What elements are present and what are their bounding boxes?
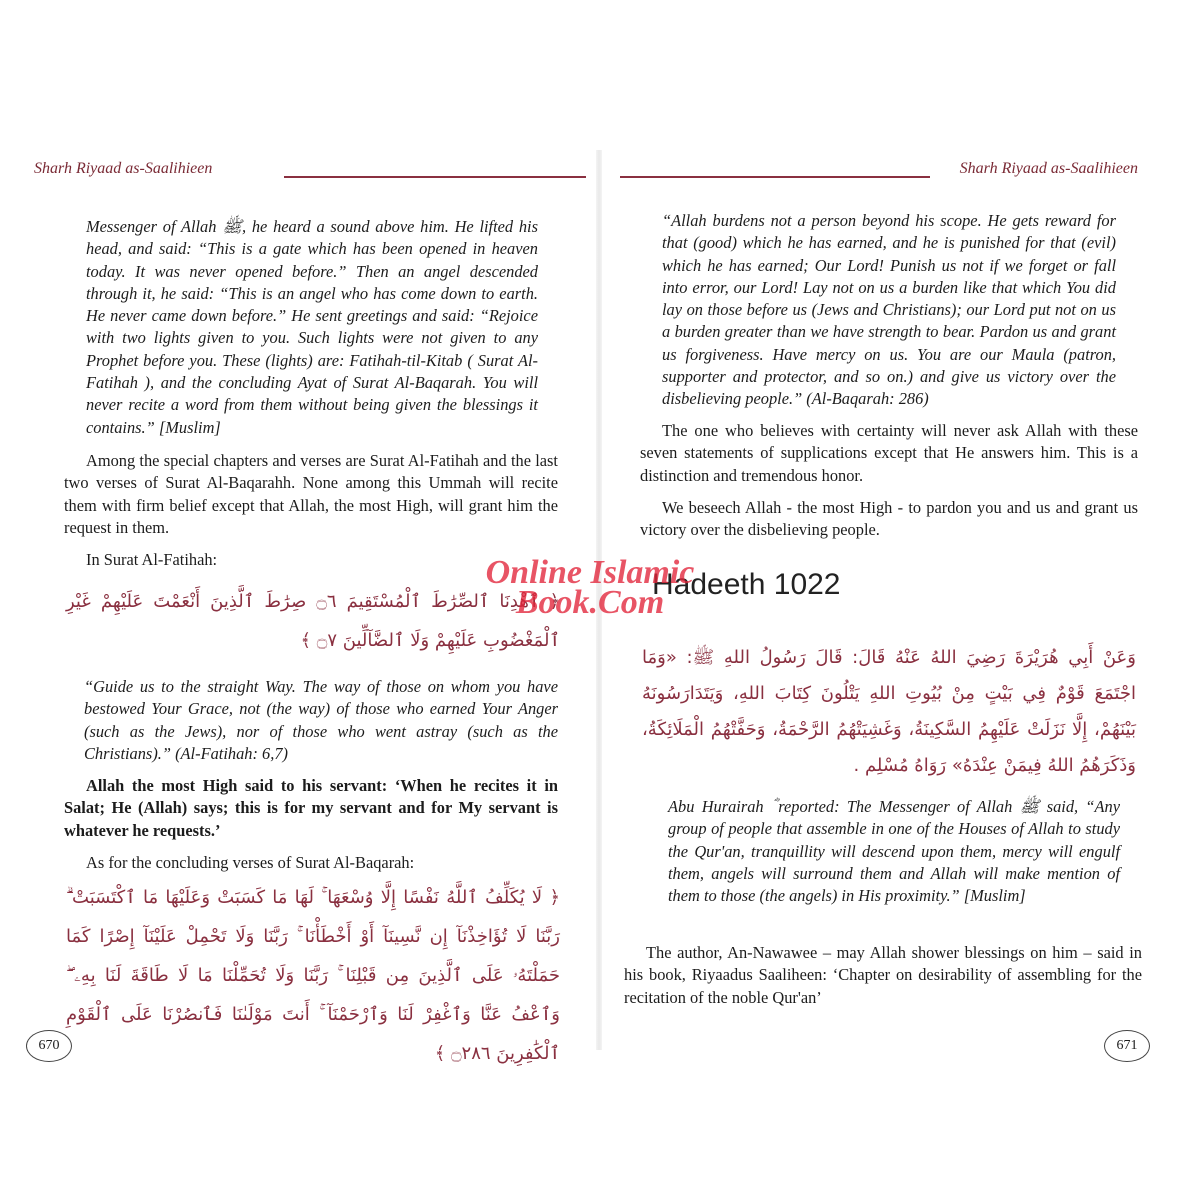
arabic-baqarah: ﴿ لَا يُكَلِّفُ ٱللَّهُ نَفْسًا إِلَّا وُسْعَهَا ۚ لَهَا مَا كَسَبَتْ وَعَلَيْهَا مَا ٱكْتَسَبَتْ ۗ رَبَّنَا لَا تُؤَاخِذْنَآ إِن نَّسِينَآ أَوْ أَخْطَأْنَا ۚ رَبَّنَا وَلَا تَحْمِلْ عَلَيْنَآ إِصْرًا كَمَا حَمَلْتَهُۥ عَلَى ٱلَّذِينَ مِن قَبْلِنَا ۚ رَبَّنَا وَلَا تُحَمِّلْنَا مَا لَا طَاقَةَ لَنَا بِهِۦ ۖ وَٱعْفُ عَنَّا وَٱغْفِرْ لَنَا وَٱرْحَمْنَآ ۚ أَنتَ مَوْلَىٰنَا فَٱنصُرْنَا عَلَى ٱلْقَوْمِ ٱلْكَٰفِرِينَ ۝٢٨٦ ﴾ [66,887,560,1064]
fatihah-translation: “Guide us to the straight Way. The way of those on whom you have bestowed Your Grace, not (the way) of those who earned Your Anger (such as the Jews), nor of those who went astray (such as the Christians).” (Al-Fatihah: 6,7) [84,677,558,763]
right-body-3 [624,942,1142,1019]
baqarah-translation: “Allah burdens not a person beyond his scope. He gets reward for that (good) which he has earned, and he is punished for that (evil) which he has earned; Our Lord! Punish us not if we forget or fall into error, our Lord! Lay not on us a burden like that which You did lay on those before us (Jews and Christians); our Lord put not on us a burden greater than we have strength to bear. Pardon us and grant us forgiveness. Have mercy on us. You are our Maula (patron, supporter and protector, and so on.) and give us victory over the disbelieving people.” (Al-Baqarah: 286) [662,211,1116,409]
page-number-right: 671 [1104,1030,1150,1062]
left-body-2 [64,676,558,884]
watermark-logo: Online Islamic Book.Com [485,554,695,621]
fatihah-intro: In Surat Al-Fatihah: [86,550,218,570]
certainty-paragraph: The one who believes with certainty will never ask Allah with these seven statements of supplications except that He answers him. This is a distinction and tremendous honor. [640,421,1138,485]
author-paragraph: The author, An-Nawawee – may Allah shower blessings on him – said in his book, Riyaadus Saaliheen: ‘Chapter on desirability of assembling for the recitation of the noble Qur'an’ [624,943,1142,1007]
right-text-block [662,210,1116,421]
running-head-left: Sharh Riyaad as-Saalihieen [34,160,213,177]
arabic-fatihah: ﴿ ٱهْدِنَا ٱلصِّرَٰطَ ٱلْمُسْتَقِيمَ ۝٦ صِرَٰطَ ٱلَّذِينَ أَنْعَمْتَ عَلَيْهِمْ غَيْرِ ٱلْمَغْضُوبِ عَلَيْهِمْ وَلَا ٱلضَّآلِّينَ ۝٧ ﴾ [66,591,561,651]
right-body-2 [668,796,1120,917]
left-text-block [86,216,538,449]
running-head-right: Sharh Riyaad as-Saalihieen [959,160,1138,177]
hadith-translation: Abu Hurairah ؓ reported: The Messenger of Allah ﷺ said, “Any group of people that assemble in one of the Houses of Allah to study the Qur'an, tranquillity will descend upon them, mercy will engulf them, angels will surround them and Allah will make mention of them to those (the angels) in His proximity.” [Muslim] [668,797,1121,906]
running-head-rule-left [284,176,586,178]
right-body-1 [640,420,1138,551]
arabic-hadith-text: وَعَنْ أَبِي هُرَيْرَةَ رَضِيَ اللهُ عَنْهُ قَالَ: قَالَ رَسُولُ اللهِ ﷺ: «وَمَا اجْتَمَعَ قَوْمٌ فِي بَيْتٍ مِنْ بُيُوتِ اللهِ يَتْلُونَ كِتَابَ اللهِ، وَيَتَدَارَسُونَهُ بَيْنَهُمْ، إِلَّا نَزَلَتْ عَلَيْهِمُ السَّكِينَةُ، وَغَشِيَتْهُمُ الرَّحْمَةُ، وَحَفَّتْهُمُ الْمَلَائِكَةُ، وَذَكَرَهُمُ اللهُ فِيمَنْ عِنْدَهُ» رَوَاهُ مُسْلِم . [642,647,1136,776]
special-chapters-paragraph: Among the special chapters and verses are Surat Al-Fatihah and the last two verses of Surat Al-Baqarahh. None among this Ummah will recite them with firm belief except that Allah, the most High, will grant him the request in them. [64,451,558,537]
page-number-left: 670 [26,1030,72,1062]
servant-paragraph: Allah the most High said to his servant: ‘When he recites it in Salat; He (Allah) says; this is for my servant and for My servant is whatever he requests.’ [64,776,558,840]
beseech-paragraph: We beseech Allah - the most High - to pardon you and us and grant us victory over the disbelieving people. [640,497,1138,540]
baqarah-intro: As for the concluding verses of Surat Al-Baqarah: [86,853,415,873]
hadith-continuation: Messenger of Allah ﷺ, he heard a sound above him. He lifted his head, and said: “This is a gate which has been opened in heaven today. It was never opened before.” Then an angel descended through it, he said: “This is an angel who has come down to earth. He never came down before.” He sent greetings and said: “Rejoice with two lights given to you. Such lights were not given to any Prophet before you. These (lights) are: Fatihah-til-Kitab ( Surat Al-Fatihah ), and the concluding Ayat of Surat Al-Baqarah. You will never recite a word from them without being given the blessings it contains.” [Muslim] [86,217,538,437]
running-head-rule-right [620,176,930,178]
hadeeth-heading: Hadeeth 1022 [652,568,841,601]
